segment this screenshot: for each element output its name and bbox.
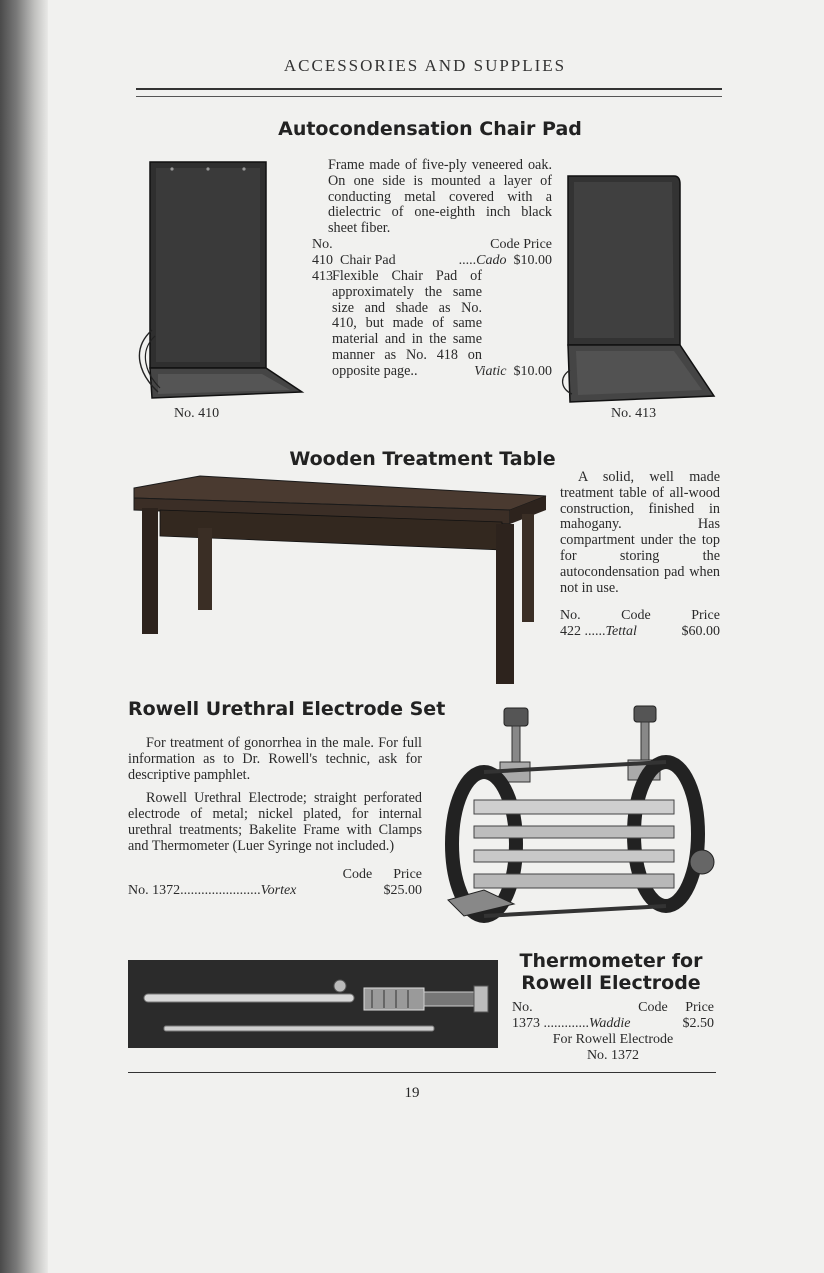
item-price: $10.00: [513, 252, 552, 268]
item-code: Viatic: [474, 363, 507, 379]
chair-pad-410-caption: No. 410: [174, 406, 220, 421]
chair-pad-413-caption: No. 413: [611, 406, 657, 421]
thermometer-title-line-2: Rowell Electrode: [521, 972, 701, 994]
electrode-column-headers: [128, 867, 422, 883]
header-rule: [136, 88, 722, 97]
thermometer-title-line-1: Thermometer for: [519, 950, 703, 972]
chair-pad-title: Autocondensation Chair Pad: [278, 118, 582, 140]
chair-pad-413-image: [556, 170, 718, 406]
electrode-set-image: [444, 704, 718, 936]
thermometer-column-headers: [512, 1000, 714, 1016]
table-title: Wooden Treatment Table: [289, 448, 556, 470]
col-no: No.: [512, 1000, 533, 1015]
item-price: $2.50: [682, 1016, 714, 1031]
electrode-para-1: For treatment of gonorrhea in the male. For full information as to Dr. Rowell's technic, ask for descriptive pamphlet.: [128, 735, 422, 783]
table-item-422: 422 ......Tettal $60.00: [560, 624, 720, 640]
col-price: Price: [523, 236, 552, 252]
item-name: Chair Pad: [340, 252, 396, 268]
thermometer-title: [512, 950, 710, 994]
item-price: $25.00: [383, 882, 422, 898]
col-code: Code: [342, 866, 373, 882]
col-no: No.: [560, 608, 581, 624]
col-no: No.: [312, 236, 333, 252]
treatment-table-image: [130, 474, 550, 686]
item-description: Flexible Chair Pad of approximately the same size and shade as No. 410, but made of same material and in the same manner as No. 418 on opposite page..: [332, 267, 482, 379]
table-column-headers: [560, 608, 720, 624]
electrode-text-block: [128, 736, 422, 899]
thermometer-item-1373: 1373 .............Waddie $2.50: [512, 1016, 714, 1031]
item-no: 410: [312, 252, 333, 268]
col-price: Price: [691, 608, 720, 624]
running-head: ACCESSORIES AND SUPPLIES: [283, 56, 567, 75]
page-number: 19: [404, 1085, 420, 1101]
chair-pad-item-410: 410 Chair Pad .....Cado $10.00: [312, 252, 552, 268]
item-no: No. 1372: [128, 882, 181, 898]
item-no: 1373: [512, 1016, 540, 1031]
thermometer-image: [128, 960, 498, 1048]
col-price: Price: [685, 1000, 714, 1015]
electrode-item-1372: No. 1372.......................Vortex $25.00: [128, 882, 422, 898]
item-code: Waddie: [589, 1016, 631, 1031]
item-price: $60.00: [681, 624, 720, 640]
thermometer-text-block: [512, 1000, 714, 1064]
table-text-block: [560, 470, 720, 640]
item-code: Vortex: [260, 882, 297, 898]
thermometer-note-line-2: No. 1372: [586, 1048, 640, 1063]
chair-pad-description: Frame made of five-ply veneered oak. On one side is mounted a layer of conducting metal covered with a dielectric of one-eighth inch black sheet fiber.: [328, 157, 552, 237]
electrode-para-2: Rowell Urethral Electrode; straight perforated electrode of metal; nickel plated, for internal urethral treatments; Bakelite Frame with Clamps and Thermometer (Luer Syringe not included.): [128, 790, 422, 854]
col-price: Price: [393, 866, 422, 882]
book-binding-shadow: [0, 0, 48, 1273]
table-description: A solid, well made treatment table of all-wood construction, finished in mahogany. Has compartment under the top for storing the autocondensation pad when not in use.: [560, 469, 720, 596]
item-code: Cado: [476, 252, 507, 268]
thermometer-note-line-1: For Rowell Electrode: [552, 1032, 674, 1047]
item-price: $10.00: [513, 363, 552, 379]
electrode-title: Rowell Urethral Electrode Set: [128, 698, 446, 720]
chair-pad-text-block: [312, 158, 552, 380]
item-no: 413: [312, 268, 333, 284]
item-code: Tettal: [605, 624, 637, 640]
col-code: Code: [621, 608, 651, 624]
col-code: Code: [490, 236, 520, 252]
chair-pad-410-image: [130, 160, 310, 405]
item-no: 422: [560, 624, 581, 640]
footer-rule: [128, 1072, 716, 1073]
chair-pad-column-headers: [312, 237, 552, 253]
col-code: Code: [638, 1000, 668, 1015]
